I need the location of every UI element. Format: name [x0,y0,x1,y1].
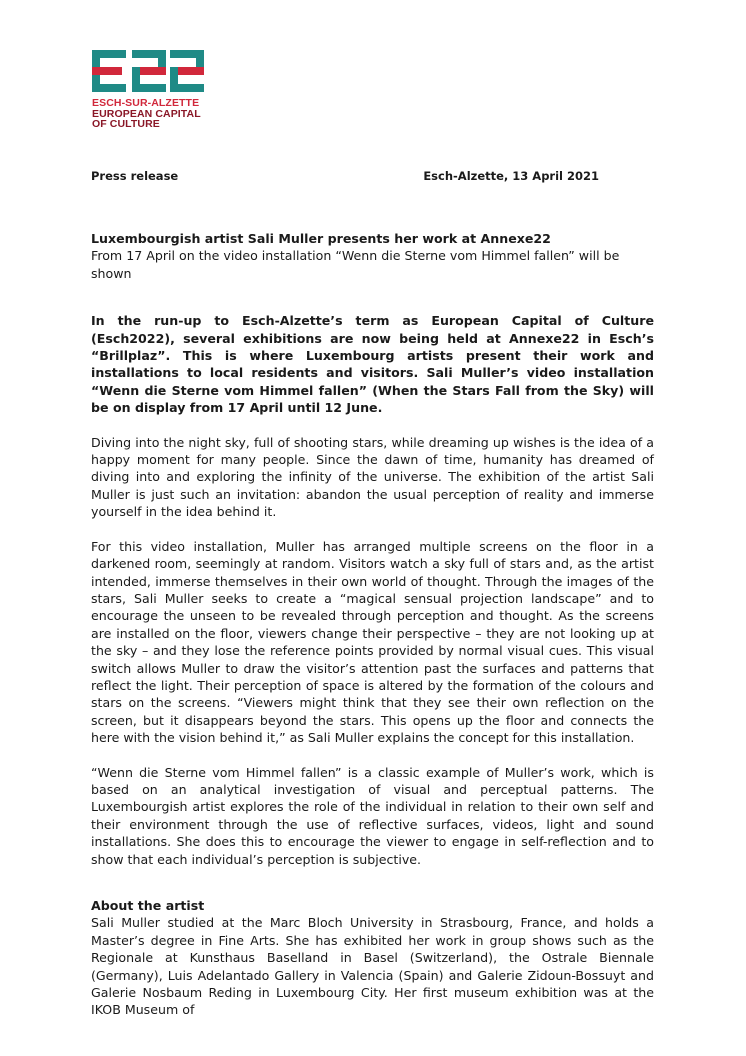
body-paragraph-3: “Wenn die Sterne vom Himmel fallen” is a classic example of Muller’s work, which is based on an analytical investigation of visual and perceptual patterns. The Luxembourgish artist explores the role of the individual in relation to their own self and their environment through the use of reflective surfaces, videos, light and sound installations. She does this to encourage the viewer to engage in self-reflection and to show that each individual’s perception is subjective. [91,764,654,867]
logo-title: EUROPEAN CAPITAL [92,107,201,120]
logo-wordmark [92,98,204,130]
dateline: Esch-Alzette, 13 April 2021 [423,169,599,183]
about-artist-text: Sali Muller studied at the Marc Bloch University in Strasbourg, France, and holds a Master’s degree in Fine Arts. She has exhibited her work in group shows such as the Regionale at Kunsthaus Baselland in Basel (Switzerland), the Ostrale Biennale (Germany), Luis Adelantado Gallery in Valencia (Spain) and Galerie Zidoun-Bossuyt and Galerie Nosbaum Reding in Luxembourg City. Her first museum exhibition was at the IKOB Museum of [91,915,654,1018]
esch2022-logo [92,50,204,130]
headline: Luxembourgish artist Sali Muller presents her work at Annexe22 [91,231,551,246]
about-artist-heading: About the artist [91,898,205,913]
body-paragraph-1: Diving into the night sky, full of shooting stars, while dreaming up wishes is the idea of a happy moment for many people. Since the dawn of time, humanity has dreamed of diving into and exploring the infinity of the universe. The exhibition of the artist Sali Muller is just such an invitation: abandon the usual perception of reality and immerse yourself in the idea behind it. [91,434,654,520]
document-header [91,169,599,183]
subheadline: From 17 April on the video installation “Wenn die Sterne vom Himmel fallen” will be shown [91,248,620,281]
logo-city: ESCH-SUR-ALZETTE [92,97,200,109]
lead-paragraph: In the run-up to Esch-Alzette’s term as European Capital of Culture (Esch2022), several exhibitions are now being held at Annexe22 in Esch’s “Brillplaz”. This is where Luxembourg artists present their work and installations to local residents and visitors. Sali Muller’s video installation “Wenn die Sterne vom Himmel fallen” (When the Stars Fall from the Sky) will be on display from 17 April until 12 June. [91,313,654,416]
press-release-label: Press release [91,169,179,183]
article-body [91,230,654,1019]
logo-subtitle: OF CULTURE [92,118,160,130]
e22-logo-mark [92,50,204,92]
body-paragraph-2: For this video installation, Muller has arranged multiple screens on the floor in a darkened room, seemingly at random. Visitors watch a sky full of stars and, as the artist intended, immerse themselves in their own world of thought. Through the images of the stars, Sali Muller seeks to create a “magical sensual projection landscape” and to encourage the unseen to be revealed through perception and thought. As the screens are installed on the floor, viewers change their perspective – they are not looking up at the sky – and they lose the reference points provided by normal visual cues. This visual switch allows Muller to draw the visitor’s attention past the surfaces and patterns that reflect the light. Their perception of space is altered by the formation of the colours and stars on the screens. “Viewers might think that they see their own reflection on the screen, but it disappears beyond the stars. This opens up the floor and connects the here with the vision behind it,” as Sali Muller explains the concept for this installation. [91,538,654,746]
